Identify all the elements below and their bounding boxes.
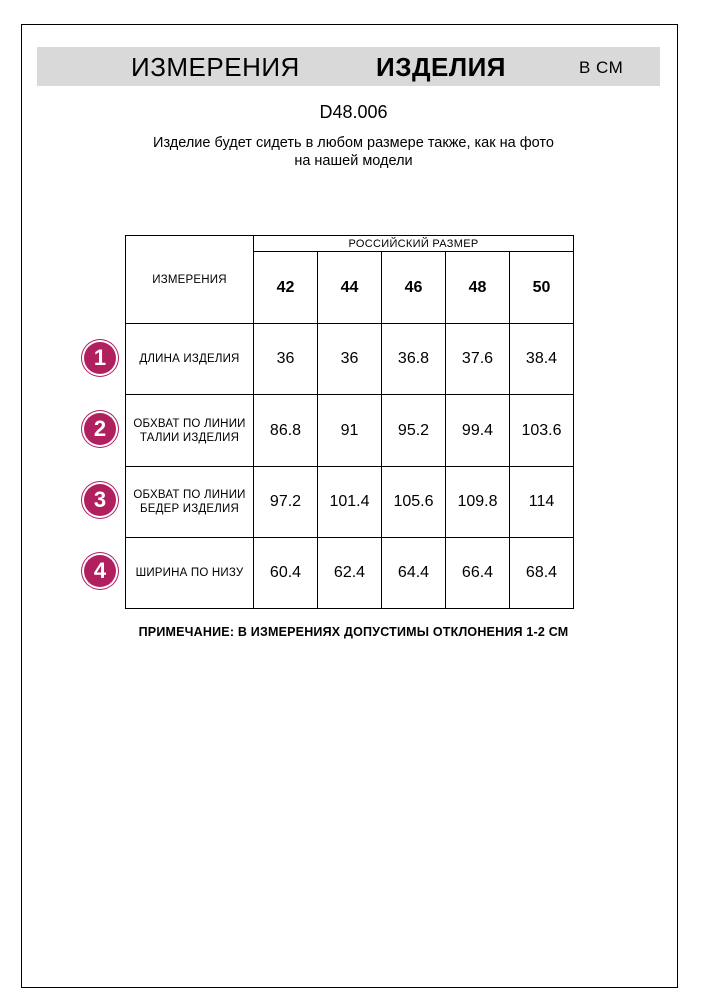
fit-note-line-2: на нашей модели: [294, 153, 413, 169]
value-cell: 97.2: [254, 467, 318, 538]
table-row: [126, 538, 574, 609]
table-row: [126, 467, 574, 538]
value-cell: 103.6: [510, 395, 574, 467]
value-cell: 95.2: [382, 395, 446, 467]
row-label-line: ШИРИНА ПО НИЗУ: [135, 567, 244, 579]
corner-label: ИЗМЕРЕНИЯ: [126, 236, 254, 324]
row-number-badge: 4: [84, 555, 116, 587]
table-row: [126, 395, 574, 467]
value-cell: 37.6: [446, 324, 510, 395]
value-cell: 38.4: [510, 324, 574, 395]
row-label-line: БЕДЕР ИЗДЕЛИЯ: [140, 503, 239, 515]
size-header: 50: [510, 252, 574, 324]
value-cell: 86.8: [254, 395, 318, 467]
row-label: [126, 538, 254, 609]
value-cell: 99.4: [446, 395, 510, 467]
value-cell: 101.4: [318, 467, 382, 538]
row-label: [126, 324, 254, 395]
measurement-table: [125, 235, 574, 609]
size-header: 48: [446, 252, 510, 324]
header-title-measurements: ИЗМЕРЕНИЯ: [131, 52, 300, 82]
value-cell: 36: [254, 324, 318, 395]
size-header: 44: [318, 252, 382, 324]
size-header: 46: [382, 252, 446, 324]
row-label-line: ОБХВАТ ПО ЛИНИИ: [133, 489, 246, 501]
value-cell: 66.4: [446, 538, 510, 609]
article-number: D48.006: [319, 102, 388, 122]
row-number-badge: 2: [84, 413, 116, 445]
row-number-badge: 1: [84, 342, 116, 374]
header-unit: В СМ: [579, 58, 624, 77]
value-cell: 114: [510, 467, 574, 538]
value-cell: 36.8: [382, 324, 446, 395]
row-label: [126, 395, 254, 467]
value-cell: 68.4: [510, 538, 574, 609]
row-label-line: ОБХВАТ ПО ЛИНИИ: [133, 417, 246, 430]
value-cell: 62.4: [318, 538, 382, 609]
fit-note-line-1: Изделие будет сидеть в любом размере также, как на фото: [153, 135, 554, 151]
row-label: [126, 467, 254, 538]
row-label-line: ДЛИНА ИЗДЕЛИЯ: [139, 353, 240, 365]
value-cell: 60.4: [254, 538, 318, 609]
row-label-line: ТАЛИИ ИЗДЕЛИЯ: [139, 431, 240, 444]
value-cell: 36: [318, 324, 382, 395]
fit-note: [0, 134, 707, 170]
value-cell: 105.6: [382, 467, 446, 538]
value-cell: 109.8: [446, 467, 510, 538]
table-row: [126, 324, 574, 395]
tolerance-note: ПРИМЕЧАНИЕ: В ИЗМЕРЕНИЯХ ДОПУСТИМЫ ОТКЛОНЕНИЯ 1-2 СМ: [138, 625, 569, 639]
value-cell: 64.4: [382, 538, 446, 609]
value-cell: 91: [318, 395, 382, 467]
header-title-product: ИЗДЕЛИЯ: [376, 52, 506, 82]
row-number-badge: 3: [84, 484, 116, 516]
size-caption: РОССИЙСКИЙ РАЗМЕР: [254, 236, 574, 252]
size-header: 42: [254, 252, 318, 324]
